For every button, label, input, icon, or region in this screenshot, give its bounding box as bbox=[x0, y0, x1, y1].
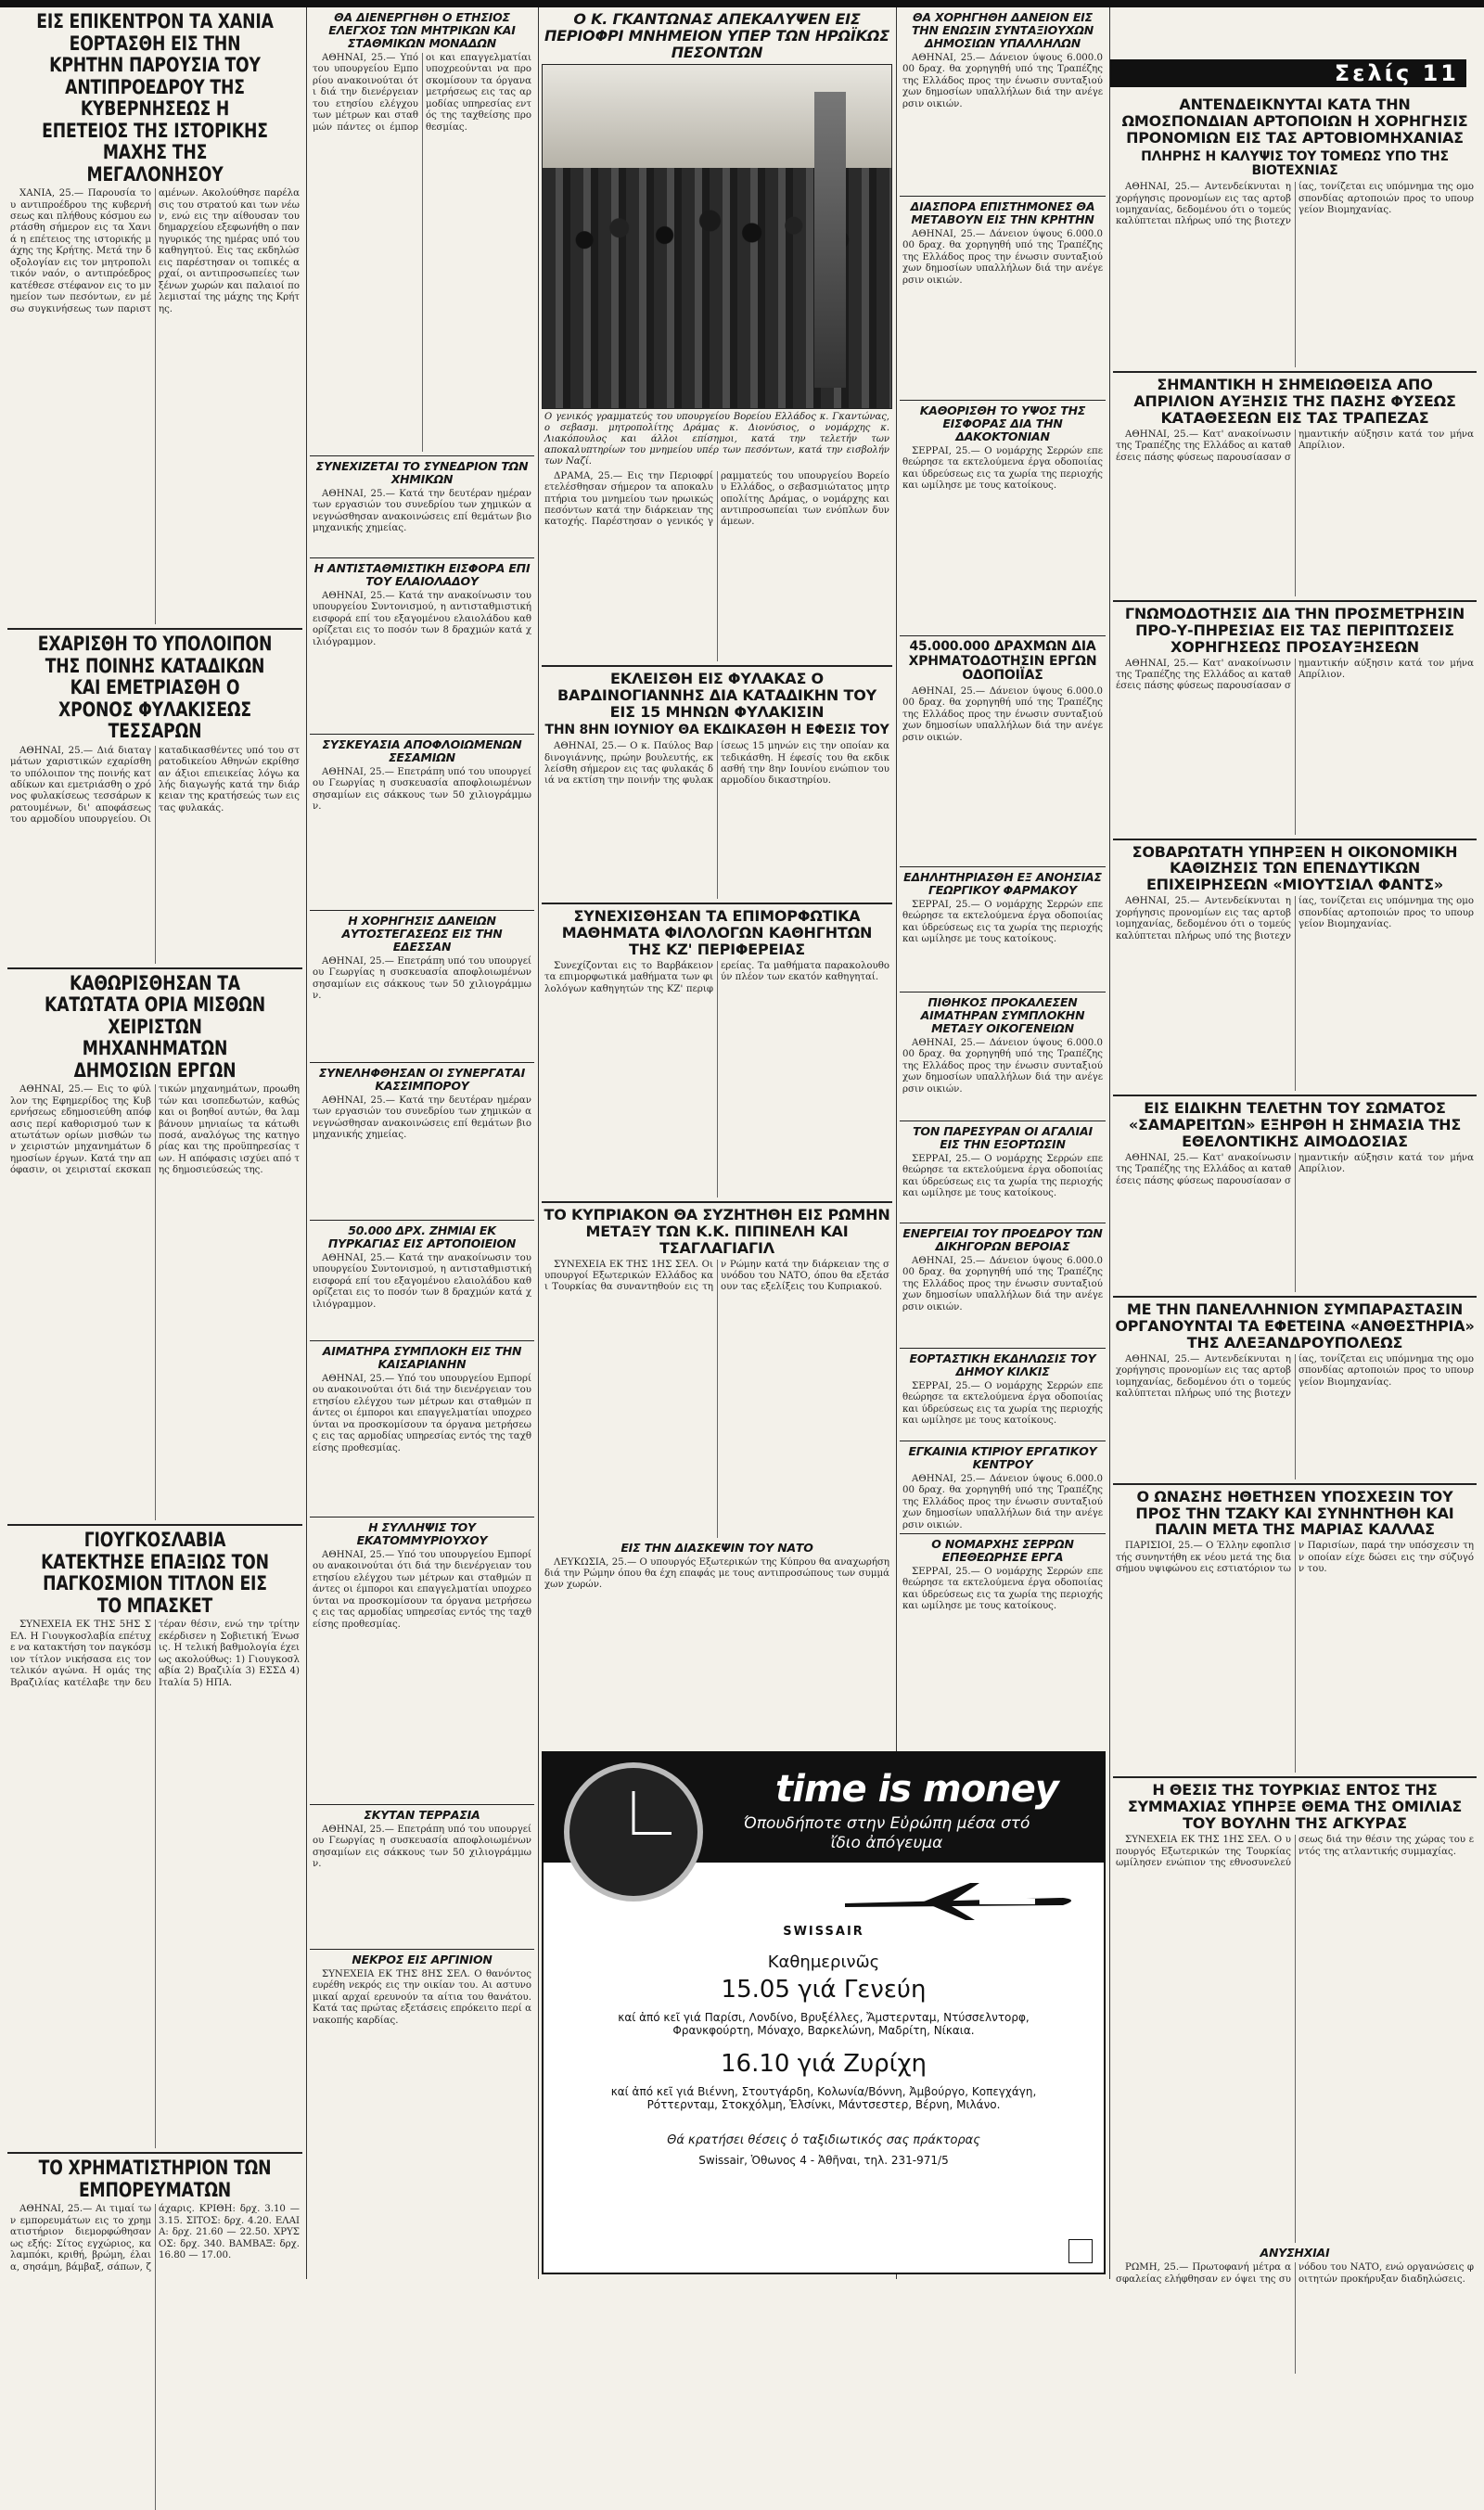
headline-unrest: ΑΝΥΣΗΧΙΑΙ bbox=[1260, 2246, 1330, 2260]
headline-monkey: ΠΙΘΗΚΟΣ ΠΡΟΚΑΛΕΣΕΝ ΑΙΜΑΤΗΡΑΝ ΣΥΜΠΛΟΚΗΝ ΜΕΤΑΞΥ ΟΙΚΟΓΕΝΕΙΩΝ bbox=[920, 995, 1085, 1036]
headline-sesame: ΣΥΣΚΕΥΑΣΙΑ ΑΠΟΦΛΟΙΩΜΕΝΩΝ ΣΕΣΑΜΙΩΝ bbox=[322, 737, 522, 764]
headline-chania-anniversary: ΕΙΣ ΕΠΙΚΕΝΤΡΟΝ ΤΑ ΧΑΝΙΑ ΕΟΡΤΑΣΘΗ ΕΙΣ ΤΗΝ ΚΡΗΤΗΝ ΠΑΡΟΥΣΙΑ ΤΟΥ ΑΝΤΙΠΡΟΕΔΡΟΥ ΤΗΣ ΚΥΒΕΡΝΗΣΕΩΣ Η ΕΠΕΤΕΙΟΣ ΤΗΣ ΙΣΤΟΡΙΚΗΣ ΜΑΧΗΣ ΤΗΣ ΜΕΓΑΛΟΝΗΣΟΥ bbox=[36, 10, 274, 186]
article-road-works: ΑΘΗΝΑΙ, 25.— Δάνειον ύψους 6.000.000 δραχ. θα χορηγηθή υπό της Τραπέζης της Ελλάδος προς την ένωσιν συνταξιούχων δημοσίων υπαλλήλων διά την ανέγερσιν οικιών. bbox=[902, 686, 1103, 743]
page-number-masthead: Σελίς 11 bbox=[1110, 59, 1466, 87]
headline-basketball: ΓΙΟΥΓΚΟΣΛΑΒΙΑ ΚΑΤΕΚΤΗΣΕ ΕΠΑΞΙΩΣ ΤΟΝ ΠΑΓΚΟΣΜΙΟΝ ΤΙΤΛΟΝ ΕΙΣ ΤΟ ΜΠΑΣΚΕΤ bbox=[41, 1529, 269, 1617]
article-anthestiria: ΑΘΗΝΑΙ, 25.— Αντενδείκνυται η χορήγησις προνομίων εις τας αρτοβιομηχανίας, δεδομένου ότι ο τομεύς καλύπτεται πλήρως υπό της βιοτεχνίας, τονίζεται εις υπόμνημα της ομοσπονδίας αρτοποιών προς το υπουργείον Βιομηχανίας. bbox=[1116, 1353, 1474, 1399]
ad-geneva-time: 15.05 γιά Γενεύη bbox=[721, 1976, 927, 2004]
article-measures: ΑΘΗΝΑΙ, 25.— Υπό του υπουργείου Εμπορίου ανακοινούται ότι διά την διενέργειαν του ετησίου ελέγχου των μέτρων και σταθμών πάντες οι έμποροι και επαγγελματίαι υποχρεούνται να προσκομίσουν τα όργανα μετρήσεως εις τας αρμοδίας υπηρεσίας εντός της ταχθείσης προθεσμίας. bbox=[313, 53, 531, 133]
swissair-advertisement bbox=[542, 1751, 1106, 2274]
headline-terrace: ΣΚΥΤΑΝ ΤΕΡΡΑΣΙΑ bbox=[364, 1808, 480, 1822]
article-olive-oil: ΑΘΗΝΑΙ, 25.— Κατά την ανακοίνωσιν του υπουργείου Συντονισμού, η αντισταθμιστική εισφορά επί του εξαγομένου ελαιολάδου καθορίζεται εις το ποσόν των 8 δραχμών κατά χιλιόγραμμον. bbox=[313, 591, 531, 647]
ad-geneva-destinations: καί ἀπό κεῖ γιά Παρίσι, Λονδίνο, Βρυξέλλες, Ἄμστερνταμ, Ντύσσελντορφ, Φρανκφούρτη, Μόναχο, Βαρκελώνη, Μαδρίτη, Νίκαια. bbox=[618, 2011, 1030, 2037]
column-2 bbox=[310, 7, 534, 2279]
headline-arrests: ΣΥΝΕΛΗΦΘΗΣΑΝ ΟΙ ΣΥΝΕΡΓΑΤΑΙ ΚΑΣΣΙΜΠΟΡΟΥ bbox=[318, 1066, 526, 1093]
headline-edessa-loans: Η ΧΟΡΗΓΗΣΙΣ ΔΑΝΕΙΩΝ ΑΥΤΟΣΤΕΓΑΣΕΩΣ ΕΙΣ ΤΗΝ ΕΔΕΣΣΑΝ bbox=[341, 914, 503, 954]
article-wages: ΑΘΗΝΑΙ, 25.— Εις το φύλλον της Εφημερίδος της Κυβερνήσεως εδημοσιεύθη απόφασις περί καθορισμού των κατωτάτων ορίων μισθών των χειριστών μηχανημάτων δημοσίων έργων. Κατά την απόφασιν, οι χειρισταί εκσκαπτικών μηχανημάτων, προωθητών και ισοπεδωτών, καθώς και οι βοηθοί αυτών, θα λαμβάνουν μηνιαίως τα κάτωθι ποσά, αναλόγως της κατηγορίας και της προϋπηρεσίας των. Η απόφασις ισχύει από της δημοσιεύσεώς της. bbox=[10, 1084, 300, 1176]
subheadline-appeal: ΤΗΝ 8ΗΝ ΙΟΥΝΙΟΥ ΘΑ ΕΚΔΙΚΑΣΘΗ Η ΕΦΕΣΙΣ ΤΟΥ bbox=[544, 723, 889, 738]
ad-zurich-destinations: καί ἀπό κεῖ γιά Βιέννη, Στουτγάρδη, Κολωνία/Βόννη, Ἀμβούργο, Κοπεγχάγη, Ρόττερνταμ, Στοκχόλμη, Ἑλσίνκι, Μάντσεστερ, Βέρνη, Μιλάνο. bbox=[610, 2085, 1037, 2111]
headline-bakers: ΑΝΤΕΝΔΕΙΚΝΥΤΑΙ ΚΑΤΑ ΤΗΝ ΩΜΟΣΠΟΝΔΙΑΝ ΑΡΤΟΠΟΙΩΝ Η ΧΟΡΗΓΗΣΙΣ ΠΡΟΝΟΜΙΩΝ ΕΙΣ ΤΑΣ ΑΡΤΟΒΙΟΜΗΧΑΝΙΑΣ bbox=[1121, 96, 1468, 147]
headline-monument: Ο Κ. ΓΚΑΝΤΩΝΑΣ ΑΠΕΚΑΛΥΨΕΝ ΕΙΣ ΠΕΡΙΟΦΡΙ ΜΝΗΜΕΙΟΝ ΥΠΕΡ ΤΩΝ ΗΡΩΪΚΩΣ ΠΕΣΟΝΤΩΝ bbox=[544, 10, 889, 61]
headline-kaisariani: ΑΙΜΑΤΗΡΑ ΣΥΜΠΛΟΚΗ ΕΙΣ ΤΗΝ ΚΑΙΣΑΡΙΑΝΗΝ bbox=[322, 1344, 522, 1371]
article-monument: ΔΡΑΜΑ, 25.— Εις την Περιοφρί ετελέσθησαν σήμερον τα αποκαλυπτήρια του μνημείου των ηρωικώς πεσόντων κατά την διάρκειαν της κατοχής. Παρέστησαν ο γενικός γραμματεύς του υπουργείου Βορείου Ελλάδος, ο σεβασμιώτατος μητροπολίτης Δράμας, ο νομάρχης και αντιπροσωπείαι των ενόπλων δυνάμεων. bbox=[544, 470, 889, 528]
article-nato: ΛΕΥΚΩΣΙΑ, 25.— Ο υπουργός Εξωτερικών της Κύπρου θα αναχωρήση διά την Ρώμην όπου θα έχη επαφάς με τους αντιπροσώπους των συμμάχων χωρών. bbox=[544, 1556, 889, 1591]
ad-brand: SWISSAIR bbox=[783, 1925, 864, 1939]
headline-labour-centre: ΕΓΚΑΙΝΙΑ ΚΤΙΡΙΟΥ ΕΡΓΑΤΙΚΟΥ ΚΕΝΤΡΟΥ bbox=[908, 1444, 1097, 1472]
ad-booking-note: Θά κρατήσει θέσεις ὁ ταξιδιωτικός σας πράκτορας bbox=[667, 2133, 980, 2147]
headline-deposits: ΣΗΜΑΝΤΙΚΗ Η ΣΗΜΕΙΩΘΕΙΣΑ ΑΠΟ ΑΠΡΙΛΙΟΝ ΑΥΞΗΣΙΣ ΤΗΣ ΠΑΣΗΣ ΦΥΣΕΩΣ ΚΑΤΑΘΕΣΕΩΝ ΕΙΣ ΤΑΣ ΤΡΑΠΕΖΑΣ bbox=[1133, 376, 1456, 427]
article-bakers: ΑΘΗΝΑΙ, 25.— Αντενδείκνυται η χορήγησις προνομίων εις τας αρτοβιομηχανίας, δεδομένου ότι ο τομεύς καλύπτεται πλήρως υπό της βιοτεχνίας, τονίζεται εις υπόμνημα της ομοσπονδίας αρτοποιών προς το υπουργείον Βιομηχανίας. bbox=[1116, 182, 1474, 227]
article-millionaire: ΑΘΗΝΑΙ, 25.— Υπό του υπουργείου Εμπορίου ανακοινούται ότι διά την διενέργειαν του ετησίου ελέγχου των μέτρων και σταθμών πάντες οι έμποροι και επαγγελματίαι υποχρεούνται να προσκομίσουν τα όργανα μετρήσεως εις τας αρμοδίας υπηρεσίας εντός της ταχθείσης προθεσμίας. bbox=[313, 1550, 531, 1630]
headline-anthestiria: ΜΕ ΤΗΝ ΠΑΝΕΛΛΗΝΙΟΝ ΣΥΜΠΑΡΑΣΤΑΣΙΝ ΟΡΓΑΝΟΥΝΤΑΙ ΤΑ ΕΦΕΤΕΙΝΑ «ΑΝΘΕΣΤΗΡΙΑ» ΤΗΣ ΑΛΕΞΑΝΔΡΟΥΠΟΛΕΩΣ bbox=[1115, 1300, 1475, 1351]
headline-dacus: ΚΑΘΟΡΙΣΘΗ ΤΟ ΥΨΟΣ ΤΗΣ ΕΙΣΦΟΡΑΣ ΔΙΑ ΤΗΝ ΔΑΚΟΚΤΟΝΙΑΝ bbox=[919, 403, 1086, 443]
article-vardinogiannis: ΑΘΗΝΑΙ, 25.— Ο κ. Παύλος Βαρδινογιάννης, πρώην βουλευτής, εκλείσθη σήμερον εις τας φυλακάς διά να εκτίση την ποινήν της φυλακίσεως 15 μηνών εις την οποίαν κατεδικάσθη. Η έφεσίς του θα εκδικασθή την 8ην Ιουνίου ενώπιον του αρμοδίου δικαστηρίου. bbox=[544, 741, 889, 787]
headline-blood-donation: ΕΙΣ ΕΙΔΙΚΗΝ ΤΕΛΕΤΗΝ ΤΟΥ ΣΩΜΑΤΟΣ «ΣΑΜΑΡΕΙΤΩΝ» ΕΞΗΡΘΗ Η ΣΗΜΑΣΙΑ ΤΗΣ ΕΘΕΛΟΝΤΙΚΗΣ ΑΙΜΟΔΟΣΙΑΣ bbox=[1128, 1099, 1462, 1151]
ad-daily: Καθημερινῶς bbox=[767, 1953, 880, 1972]
column-1 bbox=[7, 7, 302, 2279]
article-monkey: ΑΘΗΝΑΙ, 25.— Δάνειον ύψους 6.000.000 δραχ. θα χορηγηθή υπό της Τραπέζης της Ελλάδος προς την ένωσιν συνταξιούχων δημοσίων υπαλλήλων διά την ανέγερσιν οικιών. bbox=[902, 1038, 1103, 1095]
headline-fire: 50.000 ΔΡΧ. ΖΗΜΙΑΙ ΕΚ ΠΥΡΚΑΓΙΑΣ ΕΙΣ ΑΡΤΟΠΟΙΕΙΟΝ bbox=[327, 1223, 517, 1250]
article-blood-donation: ΑΘΗΝΑΙ, 25.— Κατ' ανακοίνωσιν της Τραπέζης της Ελλάδος αι καταθέσεις πάσης φύσεως παρουσίασαν σημαντικήν αύξησιν κατά τον μήνα Απρίλιον. bbox=[1116, 1152, 1474, 1186]
column-5 bbox=[1113, 93, 1477, 2285]
article-zakynthos: ΣΕΡΡΑΙ, 25.— Ο νομάρχης Σερρών επεθεώρησε τα εκτελούμενα έργα οδοποιίας και ύδρεύσεως εις τα χωρία της περιοχής και ωμίλησε με τους κατοίκους. bbox=[902, 1154, 1103, 1199]
article-onassis: ΠΑΡΙΣΙΟΙ, 25.— Ο Έλλην εφοπλιστής συνηντήθη εκ νέου μετά της διασήμου υψιφώνου εις εστιατόριον των Παρισίων, παρά την υπόσχεσιν την οποίαν είχε δώσει εις την σύζυγόν του. bbox=[1116, 1541, 1474, 1575]
headline-argini: ΝΕΚΡΟΣ ΕΙΣ ΑΡΓΙΝΙΟΝ bbox=[352, 1953, 493, 1966]
headline-zakynthos: ΤΟΝ ΠΑΡΕΣΥΡΑΝ ΟΙ ΑΓΑΛΙΑΙ ΕΙΣ ΤΗΝ ΕΞΟΡΤΩΣΙΝ bbox=[913, 1124, 1093, 1152]
headline-poisoning: ΕΔΗΛΗΤΗΡΙΑΣΘΗ ΕΞ ΑΝΟΗΣΙΑΣ ΓΕΩΡΓΙΚΟΥ ΦΑΡΜΑΚΟΥ bbox=[903, 870, 1102, 898]
article-unrest: ΡΩΜΗ, 25.— Πρωτοφανή μέτρα ασφαλείας ελήφθησαν εν όψει της συνόδου του ΝΑΤΟ, ενώ οργανώσεις φοιτητών προκήρυξαν διαδηλώσεις. bbox=[1116, 2262, 1474, 2285]
headline-wages: ΚΑΘΩΡΙΣΘΗΣΑΝ ΤΑ ΚΑΤΩΤΑΤΑ ΟΡΙΑ ΜΙΣΘΩΝ ΧΕΙΡΙΣΤΩΝ ΜΗΧΑΝΗΜΑΤΩΝ ΔΗΜΟΣΙΩΝ ΕΡΓΩΝ bbox=[45, 971, 265, 1082]
headline-kilkis: ΕΟΡΤΑΣΤΙΚΗ ΕΚΔΗΛΩΣΙΣ ΤΟΥ ΔΗΜΟΥ ΚΙΛΚΙΣ bbox=[909, 1351, 1096, 1379]
headline-pension-loan: ΘΑ ΧΟΡΗΓΗΘΗ ΔΑΝΕΙΟΝ ΕΙΣ ΤΗΝ ΕΝΩΣΙΝ ΣΥΝΤΑΞΙΟΥΧΩΝ ΔΗΜΟΣΙΩΝ ΥΠΑΛΛΗΛΩΝ bbox=[911, 10, 1094, 50]
headline-teachers: ΣΥΝΕΧΙΣΘΗΣΑΝ ΤΑ ΕΠΙΜΟΡΦΩΤΙΚΑ ΜΑΘΗΜΑΤΑ ΦΙΛΟΛΟΓΩΝ ΚΑΘΗΓΗΤΩΝ ΤΗΣ ΚΖ' ΠΕΡΙΦΕΡΕΙΑΣ bbox=[561, 907, 873, 958]
ad-subtitle: Όπουδήποτε στην Εὐρώπη μέσα στό ἴδιο ἀπόγευμα bbox=[743, 1814, 1030, 1853]
headline-onassis: Ο ΩΝΑΣΗΣ ΗΘΕΤΗΣΕΝ ΥΠΟΣΧΕΣΙΝ ΤΟΥ ΠΡΟΣ ΤΗΝ ΤΖΑΚΥ ΚΑΙ ΣΥΝΗΝΤΗΘΗ ΚΑΙ ΠΑΛΙΝ ΜΕΤΑ ΤΗΣ ΜΑΡΙΑΣ ΚΑΛΛΑΣ bbox=[1135, 1487, 1454, 1539]
headline-road-works: 45.000.000 ΔΡΑΧΜΩΝ ΔΙΑ ΧΡΗΜΑΤΟΔΟΤΗΣΙΝ ΕΡΓΩΝ ΟΔΟΠΟΙΪΑΣ bbox=[908, 639, 1097, 684]
article-pension-loan: ΑΘΗΝΑΙ, 25.— Δάνειον ύψους 6.000.000 δραχ. θα χορηγηθή υπό της Τραπέζης της Ελλάδος προς την ένωσιν συνταξιούχων δημοσίων υπαλλήλων διά την ανέγερσιν οικιών. bbox=[902, 53, 1103, 109]
swissair-stamp bbox=[1068, 2239, 1093, 2263]
article-pardon: ΑΘΗΝΑΙ, 25.— Διά διαταγμάτων χαριστικών εχαρίσθη το υπόλοιπον της ποινής καταδίκων και εμετριάσθη ο χρόνος φυλακίσεως τεσσάρων κρατουμένων, δι' αποφάσεως του αρμοδίου υπουργείου. Οι καταδικασθέντες υπό του στρατοδικείου Αθηνών εκρίθησαν άξιοι επιεικείας λόγω καλής διαγωγής κατά την διάρκειαν της κρατήσεώς των εις τας φυλακάς. bbox=[10, 745, 300, 826]
headline-commodities: ΤΟ ΧΡΗΜΑΤΙΣΤΗΡΙΟΝ ΤΩΝ ΕΜΠΟΡΕΥΜΑΤΩΝ bbox=[38, 2157, 272, 2201]
headline-vardinogiannis: ΕΚΛΕΙΣΘΗ ΕΙΣ ΦΥΛΑΚΑΣ Ο ΒΑΡΔΙΝΟΓΙΑΝΝΗΣ ΔΙΑ ΚΑΤΑΔΙΚΗΝ ΤΟΥ ΕΙΣ 15 ΜΗΝΩΝ ΦΥΛΑΚΙΣΙΝ bbox=[557, 669, 876, 721]
article-turkey: ΣΥΝΕΧΕΙΑ ΕΚ ΤΗΣ 1ΗΣ ΣΕΛ. Ο υπουργός Εξωτερικών της Τουρκίας ωμίλησεν ενώπιον της εθνοσυνελεύσεως διά την θέσιν της χώρας του εντός της ατλαντικής συμμαχίας. bbox=[1116, 1835, 1474, 1868]
clock-icon bbox=[564, 1762, 703, 1902]
headline-nato-conference: ΕΙΣ ΤΗΝ ΔΙΑΣΚΕΨΙΝ ΤΟΥ ΝΑΤΟ bbox=[620, 1540, 813, 1555]
article-cyprus: ΣΥΝΕΧΕΙΑ ΕΚ ΤΗΣ 1ΗΣ ΣΕΛ. Οι υπουργοί Εξωτερικών Ελλάδος και Τουρκίας θα συναντηθούν εις την Ρώμην κατά την διάρκειαν της συνόδου του ΝΑΤΟ, όπου θα εξετάσουν τας εξελίξεις του Κυπριακού. bbox=[544, 1259, 889, 1293]
article-commodities: ΑΘΗΝΑΙ, 25.— Αι τιμαί των εμπορευμάτων εις το χρηματιστήριον διεμορφώθησαν ως εξής: Σίτος εγχώριος, καλαμπόκι, κριθή, βρώμη, έλαια, σησάμη, βάμβαξ, σάπων, ζάχαρις. ΚΡΙΘΗ: δρχ. 3.10 — 3.15. ΣΙΤΟΣ: δρχ. 4.20. ΕΛΑΙΑ: δρχ. 21.60 — 22.50. ΧΡΥΣΟΣ: δρχ. 340. ΒΑΜΒΑΞ: δρχ. 16.80 — 17.00. bbox=[10, 2204, 300, 2273]
article-kilkis: ΣΕΡΡΑΙ, 25.— Ο νομάρχης Σερρών επεθεώρησε τα εκτελούμενα έργα οδοποιίας και ύδρεύσεως εις τα χωρία της περιοχής και ωμίλησε με τους κατοίκους. bbox=[902, 1381, 1103, 1427]
ad-zurich-time: 16.10 γιά Ζυρίχη bbox=[721, 2050, 927, 2078]
top-bar bbox=[0, 0, 1484, 7]
headline-mutual-funds: ΣΟΒΑΡΩΤΑΤΗ ΥΠΗΡΞΕΝ Η ΟΙΚΟΝΟΜΙΚΗ ΚΑΘΙΖΗΣΙΣ ΤΩΝ ΕΠΕΝΔΥΤΙΚΩΝ ΕΠΙΧΕΙΡΗΣΕΩΝ «ΜΙΟΥΤΣΙΑΛ ΦΑΝΤΣ» bbox=[1132, 842, 1458, 894]
headline-opinion: ΓΝΩΜΟΔΟΤΗΣΙΣ ΔΙΑ ΤΗΝ ΠΡΟΣΜΕΤΡΗΣΙΝ ΠΡΟ-Υ-ΠΗΡΕΣΙΑΣ ΕΙΣ ΤΑΣ ΠΕΡΙΠΤΩΣΕΙΣ ΧΟΡΗΓΗΣΕΩΣ ΠΡΟΣΑΥΞΗΣΕΩΝ bbox=[1124, 604, 1465, 656]
headline-millionaire: Η ΣΥΛΛΗΨΙΣ ΤΟΥ ΕΚΑΤΟΜΜΥΡΙΟΥΧΟΥ bbox=[356, 1520, 488, 1547]
article-lawyers: ΑΘΗΝΑΙ, 25.— Δάνειον ύψους 6.000.000 δραχ. θα χορηγηθή υπό της Τραπέζης της Ελλάδος προς την ένωσιν συνταξιούχων δημοσίων υπαλλήλων διά την ανέγερσιν οικιών. bbox=[902, 1256, 1103, 1313]
headline-olive-oil: Η ΑΝΤΙΣΤΑΘΜΙΣΤΙΚΗ ΕΙΣΦΟΡΑ ΕΠΙ ΤΟΥ ΕΛΑΙΟΛΑΔΟΥ bbox=[313, 561, 531, 588]
photo-caption: Ο γενικός γραμματεύς του υπουργείου Βορείου Ελλάδος κ. Γκαντώνας, ο σεβασμ. μητροπολίτης Δράμας κ. Διονύσιος, ο νομάρχης κ. Λιακόπουλος και άλλοι επίσημοι, κατά την τελετήν των αποκαλυπτηρίων του μνημείου υπέρ των πεσόντων, κατά την εισβολήν των Ναζί. bbox=[544, 411, 889, 467]
article-fire: ΑΘΗΝΑΙ, 25.— Κατά την ανακοίνωσιν του υπουργείου Συντονισμού, η αντισταθμιστική εισφορά επί του εξαγομένου ελαιολάδου καθορίζεται εις το ποσόν των 8 δραχμών κατά χιλιόγραμμον. bbox=[313, 1253, 531, 1310]
article-edessa: ΑΘΗΝΑΙ, 25.— Επετράπη υπό του υπουργείου Γεωργίας η συσκευασία αποφλοιωμένων σησαμίων εις σάκκους των 50 χιλιογράμμων. bbox=[313, 956, 531, 1002]
article-chemists: ΑΘΗΝΑΙ, 25.— Κατά την δευτέραν ημέραν των εργασιών του συνεδρίου των χημικών ανεγνώσθησαν ανακοινώσεις επί θεμάτων βιομηχανικής χημείας. bbox=[313, 489, 531, 534]
article-chania: ΧΑΝΙΑ, 25.— Παρουσία του αντιπροέδρου της κυβερνήσεως και πλήθους κόσμου εωρτάσθη σήμερον εις τα Χανιά η επέτειος της ιστορικής μάχης της Κρήτης. Μετά την δοξολογίαν εις τον μητροπολιτικόν ναόν, ο αντιπρόεδρος κατέθεσε στέφανον εις το μνημείον των πεσόντων, εν μέσω συγκινήσεως των παρισταμένων. Ακολούθησε παρέλασις του στρατού και των νέων, ενώ εις την αίθουσαν του δημαρχείου εξεφωνήθη ο πανηγυρικός της ημέρας υπό του καθηγητού. Εις τας εκδηλώσεις παρέστησαν οι τοπικές αρχαί, οι αντιπροσωπείες των ξένων χωρών και παλαιοί πολεμισταί της μάχης της Κρήτης. bbox=[10, 188, 300, 314]
headline-serres: Ο ΝΟΜΑΡΧΗΣ ΣΕΡΡΩΝ ΕΠΕΘΕΩΡΗΣΕ ΕΡΓΑ bbox=[931, 1537, 1074, 1565]
airplane-icon bbox=[840, 1883, 1081, 1920]
article-labour-centre: ΑΘΗΝΑΙ, 25.— Δάνειον ύψους 6.000.000 δραχ. θα χορηγηθή υπό της Τραπέζης της Ελλάδος προς την ένωσιν συνταξιούχων δημοσίων υπαλλήλων διά την ανέγερσιν οικιών. bbox=[902, 1474, 1103, 1530]
article-serres: ΣΕΡΡΑΙ, 25.— Ο νομάρχης Σερρών επεθεώρησε τα εκτελούμενα έργα οδοποιίας και ύδρεύσεως εις τα χωρία της περιοχής και ωμίλησε με τους κατοίκους. bbox=[902, 1567, 1103, 1612]
article-scientists: ΑΘΗΝΑΙ, 25.— Δάνειον ύψους 6.000.000 δραχ. θα χορηγηθή υπό της Τραπέζης της Ελλάδος προς την ένωσιν συνταξιούχων δημοσίων υπαλλήλων διά την ανέγερσιν οικιών. bbox=[902, 229, 1103, 286]
article-sesame: ΑΘΗΝΑΙ, 25.— Επετράπη υπό του υπουργείου Γεωργίας η συσκευασία αποφλοιωμένων σησαμίων εις σάκκους των 50 χιλιογράμμων. bbox=[313, 767, 531, 813]
headline-lawyers: ΕΝΕΡΓΕΙΑΙ ΤΟΥ ΠΡΟΕΔΡΟΥ ΤΩΝ ΔΙΚΗΓΟΡΩΝ ΒΕΡΟΙΑΣ bbox=[902, 1226, 1103, 1254]
headline-turkey: Η ΘΕΣΙΣ ΤΗΣ ΤΟΥΡΚΙΑΣ ΕΝΤΟΣ ΤΗΣ ΣΥΜΜΑΧΙΑΣ ΥΠΗΡΞΕ ΘΕΜΑ ΤΗΣ ΟΜΙΛΙΑΣ ΤΟΥ ΒΟΥΛΗΝ ΤΗΣ ΑΓΚΥΡΑΣ bbox=[1127, 1781, 1463, 1833]
headline-cyprus: ΤΟ ΚΥΠΡΙΑΚΟΝ ΘΑ ΣΥΖΗΤΗΘΗ ΕΙΣ ΡΩΜΗΝ ΜΕΤΑΞΥ ΤΩΝ Κ.Κ. ΠΙΠΙΝΕΛΗ ΚΑΙ ΤΣΑΓΛΑΓΙΑΓΙΛ bbox=[544, 1205, 890, 1257]
headline-measures: ΘΑ ΔΙΕΝΕΡΓΗΘΗ Ο ΕΤΗΣΙΟΣ ΕΛΕΓΧΟΣ ΤΩΝ ΜΗΤΡΙΚΩΝ ΚΑΙ ΣΤΑΘΜΙΚΩΝ ΜΟΝΑΔΩΝ bbox=[328, 10, 516, 50]
subheadline-bakers: ΠΛΗΡΗΣ Η ΚΑΛΥΨΙΣ ΤΟΥ ΤΟΜΕΩΣ ΥΠΟ ΤΗΣ ΒΙΟΤΕΧΝΙΑΣ bbox=[1141, 148, 1449, 179]
article-kaisariani: ΑΘΗΝΑΙ, 25.— Υπό του υπουργείου Εμπορίου ανακοινούται ότι διά την διενέργειαν του ετησίου ελέγχου των μέτρων και σταθμών πάντες οι έμποροι και επαγγελματίαι υποχρεούνται να προσκομίσουν τα όργανα μετρήσεως εις τας αρμοδίας υπηρεσίας εντός της ταχθείσης προθεσμίας. bbox=[313, 1374, 531, 1453]
article-poisoning: ΣΕΡΡΑΙ, 25.— Ο νομάρχης Σερρών επεθεώρησε τα εκτελούμενα έργα οδοποιίας και ύδρεύσεως εις τα χωρία της περιοχής και ωμίλησε με τους κατοίκους. bbox=[902, 900, 1103, 945]
headline-chemists: ΣΥΝΕΧΙΖΕΤΑΙ ΤΟ ΣΥΝΕΔΡΙΟΝ ΤΩΝ ΧΗΜΙΚΩΝ bbox=[315, 459, 529, 486]
headline-scientists: ΔΙΑΣΠΟΡΑ ΕΠΙΣΤΗΜΟΝΕΣ ΘΑ ΜΕΤΑΒΟΥΝ ΕΙΣ ΤΗΝ ΚΡΗΤΗΝ bbox=[910, 199, 1095, 226]
article-argini: ΣΥΝΕΧΕΙΑ ΕΚ ΤΗΣ 8ΗΣ ΣΕΛ. Ο θανόντος ευρέθη νεκρός εις την οικίαν του. Αι αστυνομικαί αρχαί ερευνούν τα αίτια του θανάτου. Κατά τας πρώτας εξετάσεις επρόκειτο περί ανακοπής καρδίας. bbox=[313, 1969, 531, 2026]
ad-address: Swissair, Ὁθωνος 4 - Ἀθῆναι, τηλ. 231-971/5 bbox=[698, 2154, 949, 2167]
headline-pardon: ΕΧΑΡΙΣΘΗ ΤΟ ΥΠΟΛΟΙΠΟΝ ΤΗΣ ΠΟΙΝΗΣ ΚΑΤΑΔΙΚΩΝ ΚΑΙ ΕΜΕΤΡΙΑΣΘΗ Ο ΧΡΟΝΟΣ ΦΥΛΑΚΙΣΕΩΣ ΤΕΣΣΑΡΩΝ bbox=[37, 633, 273, 743]
article-dacus: ΣΕΡΡΑΙ, 25.— Ο νομάρχης Σερρών επεθεώρησε τα εκτελούμενα έργα οδοποιίας και ύδρεύσεως εις τα χωρία της περιοχής και ωμίλησε με τους κατοίκους. bbox=[902, 446, 1103, 492]
article-mutual-funds: ΑΘΗΝΑΙ, 25.— Αντενδείκνυται η χορήγησις προνομίων εις τας αρτοβιομηχανίας, δεδομένου ότι ο τομεύς καλύπτεται πλήρως υπό της βιοτεχνίας, τονίζεται εις υπόμνημα της ομοσπονδίας αρτοποιών προς το υπουργείον Βιομηχανίας. bbox=[1116, 896, 1474, 941]
article-terrace: ΑΘΗΝΑΙ, 25.— Επετράπη υπό του υπουργείου Γεωργίας η συσκευασία αποφλοιωμένων σησαμίων εις σάκκους των 50 χιλιογράμμων. bbox=[313, 1825, 531, 1870]
newspaper-page bbox=[7, 7, 1477, 2285]
article-deposits: ΑΘΗΝΑΙ, 25.— Κατ' ανακοίνωσιν της Τραπέζης της Ελλάδος αι καταθέσεις πάσης φύσεως παρουσίασαν σημαντικήν αύξησιν κατά τον μήνα Απρίλιον. bbox=[1116, 429, 1474, 463]
article-basketball: ΣΥΝΕΧΕΙΑ ΕΚ ΤΗΣ 5ΗΣ ΣΕΛ. Η Γιουγκοσλαβία επέτυχε να κατακτήση τον παγκόσμιον τίτλον νικήσασα εις τον τελικόν αγώνα. Η ομάς της Βραζιλίας κατέλαβε την δευτέραν θέσιν, ενώ την τρίτην εκέρδισεν η Σοβιετική Ένωσις. Η τελική βαθμολογία έχει ως ακολούθως: 1) Γιουγκοσλαβία 2) Βραζιλία 3) ΕΣΣΔ 4) Ιταλία 5) ΗΠΑ. bbox=[10, 1620, 300, 1688]
article-opinion: ΑΘΗΝΑΙ, 25.— Κατ' ανακοίνωσιν της Τραπέζης της Ελλάδος αι καταθέσεις πάσης φύσεως παρουσίασαν σημαντικήν αύξησιν κατά τον μήνα Απρίλιον. bbox=[1116, 658, 1474, 692]
article-teachers: Συνεχίζονται εις το Βαρβάκειον τα επιμορφωτικά μαθήματα των φιλολόγων καθηγητών της ΚΖ' περιφερείας. Τα μαθήματα παρακολουθούν πλέον των εκατόν καθηγηταί. bbox=[544, 960, 889, 994]
ad-title: time is money bbox=[775, 1768, 1058, 1811]
article-arrests: ΑΘΗΝΑΙ, 25.— Κατά την δευτέραν ημέραν των εργασιών του συνεδρίου των χημικών ανεγνώσθησαν ανακοινώσεις επί θεμάτων βιομηχανικής χημείας. bbox=[313, 1095, 531, 1141]
monument-photo bbox=[542, 64, 892, 409]
